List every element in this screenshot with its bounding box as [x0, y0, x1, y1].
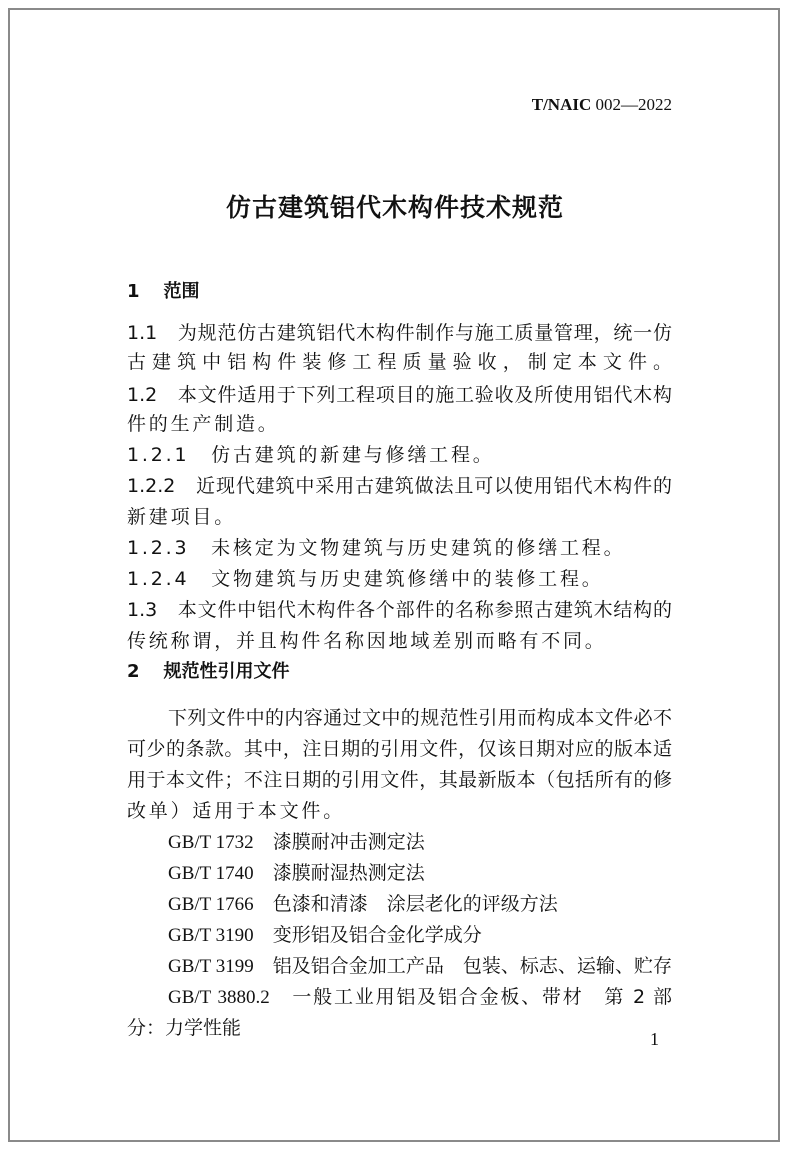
document-title: 仿古建筑铝代木构件技术规范 — [225, 193, 564, 222]
clause-1-2-2: 1.2.2 近现代建筑中采用古建筑做法且可以使用铝代木构件的 — [127, 475, 672, 497]
clause-1-2-4: 1.2.4 文物建筑与历史建筑修缮中的装修工程。 — [127, 568, 604, 590]
paragraph-line: 下列文件中的内容通过文中的规范性引用而构成本文件必不 — [168, 707, 672, 729]
reference-item: GB/T 1732 漆膜耐冲击测定法 — [168, 831, 425, 853]
clause-1-3-cont: 传统称谓，并且构件名称因地域差别而略有不同。 — [127, 630, 607, 652]
clause-1-2-3: 1.2.3 未核定为文物建筑与历史建筑的修缮工程。 — [127, 537, 626, 559]
reference-item: GB/T 1766 色漆和清漆 涂层老化的评级方法 — [168, 893, 558, 915]
paragraph-line: 改单）适用于本文件。 — [127, 800, 346, 822]
reference-item: GB/T 3199 铝及铝合金加工产品 包装、标志、运输、贮存 — [168, 955, 672, 977]
clause-1-2-1: 1.2.1 仿古建筑的新建与修缮工程。 — [127, 444, 495, 466]
standard-code: T/NAIC 002—2022 — [531, 95, 672, 114]
page-number: 1 — [650, 1029, 659, 1049]
section-1-heading: 1 范围 — [127, 281, 200, 302]
clause-1-1: 1.1 为规范仿古建筑铝代木构件制作与施工质量管理，统一仿 — [127, 322, 672, 344]
reference-item: GB/T 1740 漆膜耐湿热测定法 — [168, 862, 425, 884]
clause-1-2-cont: 件的生产制造。 — [127, 413, 280, 435]
clause-1-3: 1.3 本文件中铝代木构件各个部件的名称参照古建筑木结构的 — [127, 599, 672, 621]
clause-1-1-cont: 古建筑中铝构件装修工程质量验收，制定本文件。 — [127, 351, 672, 373]
paragraph-line: 用于本文件；不注日期的引用文件，其最新版本（包括所有的修 — [127, 769, 672, 791]
reference-item: GB/T 3190 变形铝及铝合金化学成分 — [168, 924, 482, 946]
paragraph-line: 可少的条款。其中，注日期的引用文件，仅该日期对应的版本适 — [127, 738, 672, 760]
clause-1-2: 1.2 本文件适用于下列工程项目的施工验收及所使用铝代木构 — [127, 384, 672, 406]
clause-1-2-2-cont: 新建项目。 — [127, 506, 237, 528]
reference-item: GB/T 3880.2 一般工业用铝及铝合金板、带材 第 2 部 — [168, 986, 672, 1008]
section-2-heading: 2 规范性引用文件 — [127, 661, 290, 682]
reference-item-cont: 分：力学性能 — [127, 1017, 242, 1039]
